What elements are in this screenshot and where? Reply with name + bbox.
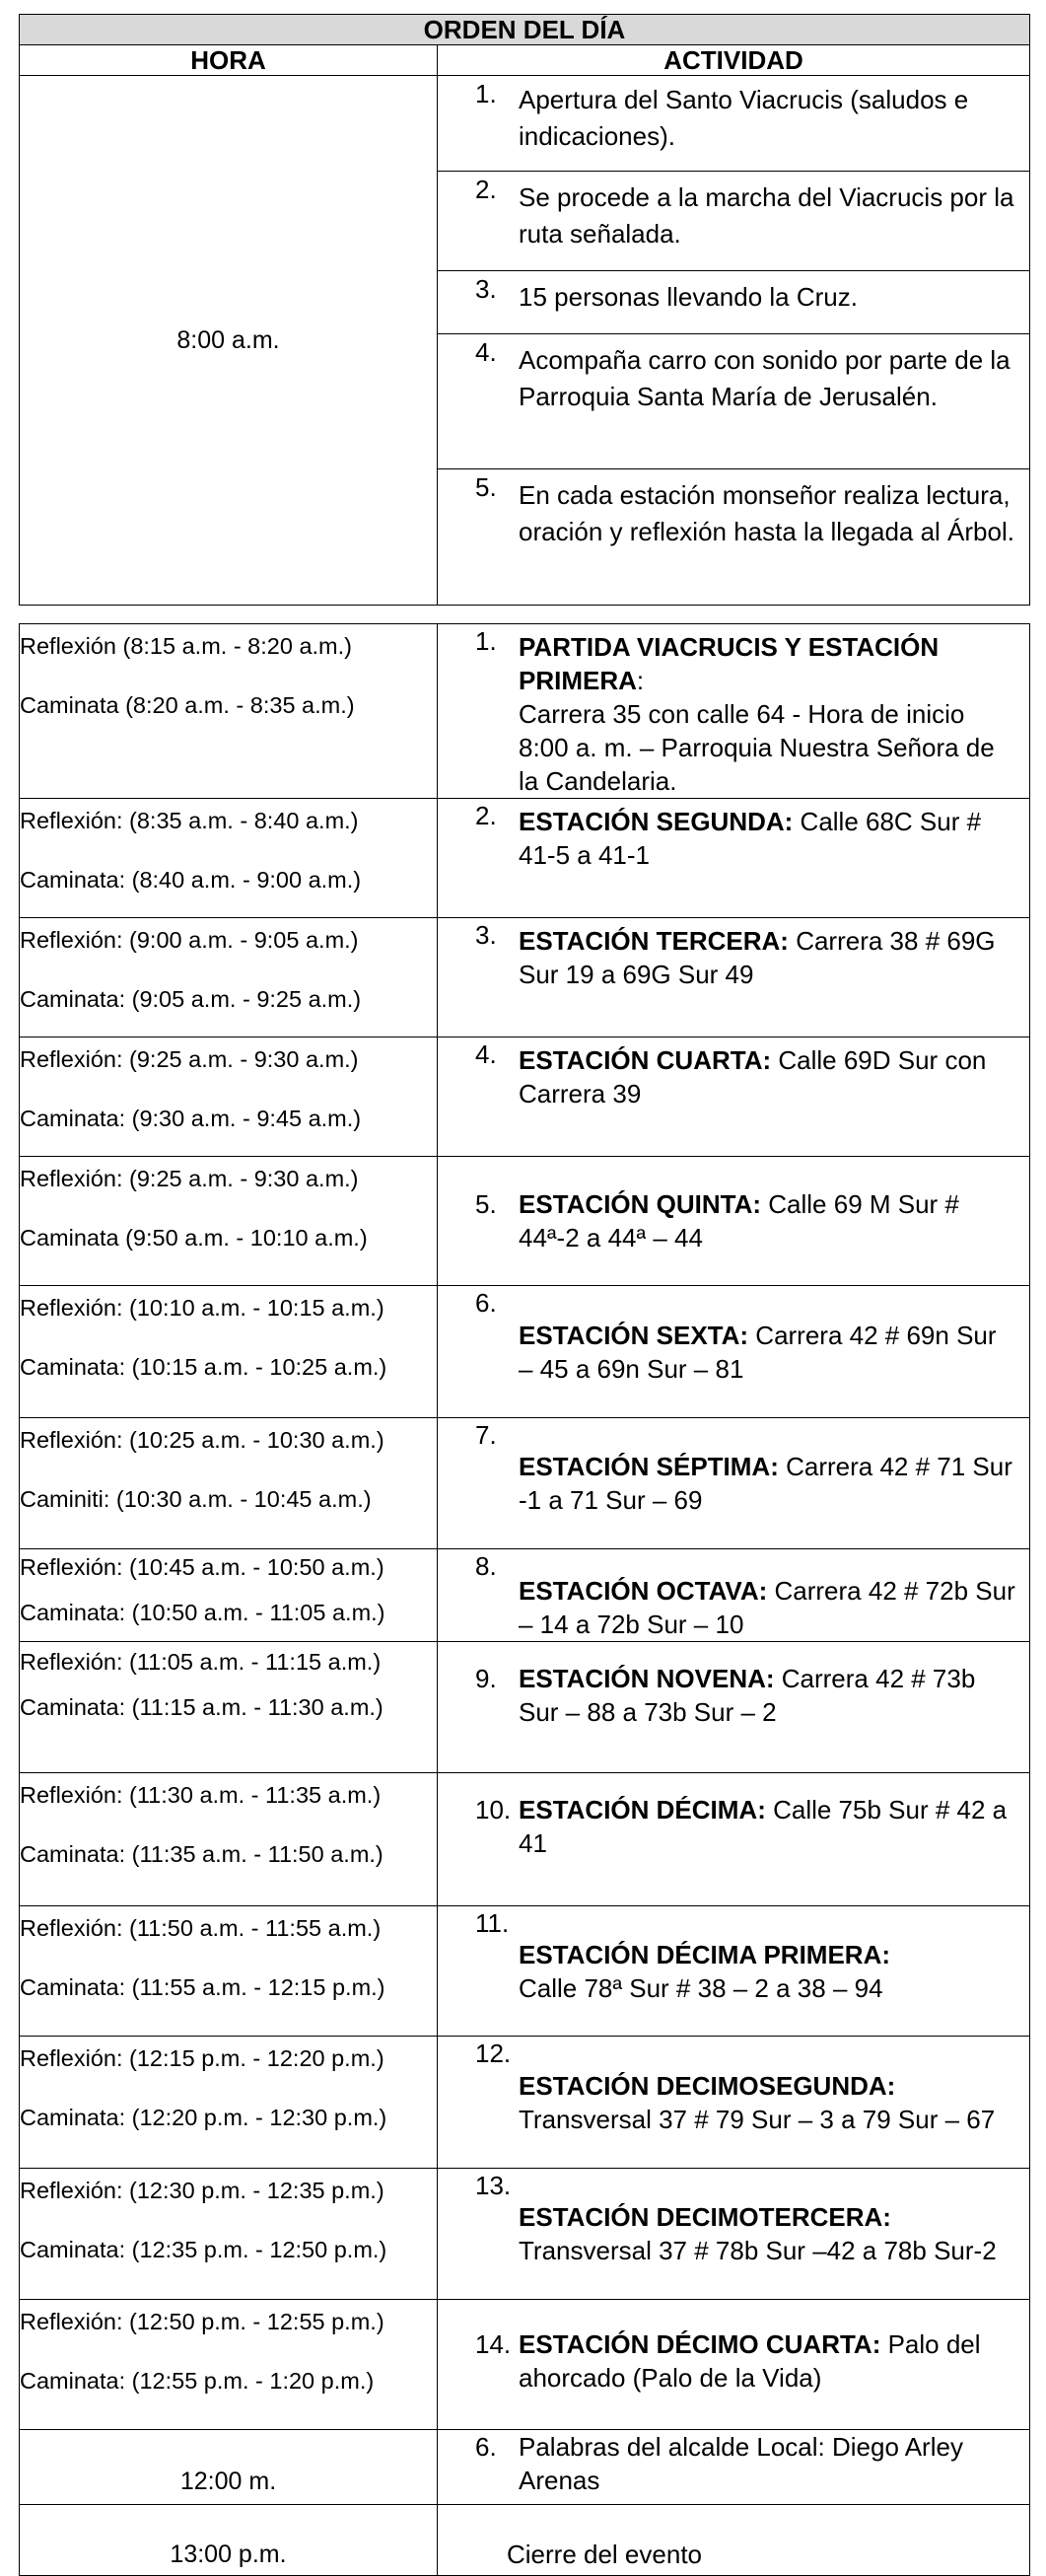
- station-activity: 7. ESTACIÓN SÉPTIMA: Carrera 42 # 71 Sur -1 a 71 Sur – 69: [438, 1418, 1030, 1549]
- station-activity: 12. ESTACIÓN DECIMOSEGUNDA: Transversal 37 # 79 Sur – 3 a 79 Sur – 67: [438, 2037, 1030, 2169]
- stations-table: [19, 623, 1030, 2576]
- station-activity: 6. ESTACIÓN SEXTA: Carrera 42 # 69n Sur – 45 a 69n Sur – 81: [438, 1286, 1030, 1418]
- station-times: Reflexión: (8:35 a.m. - 8:40 a.m.) Caminata: (8:40 a.m. - 9:00 a.m.): [20, 799, 438, 918]
- station-activity: 5. ESTACIÓN QUINTA: Calle 69 M Sur # 44ª-2 a 44ª – 44: [438, 1157, 1030, 1286]
- station-activity: 10. ESTACIÓN DÉCIMA: Calle 75b Sur # 42 a 41: [438, 1773, 1030, 1906]
- station-times: Reflexión: (11:50 a.m. - 11:55 a.m.) Caminata: (11:55 a.m. - 12:15 p.m.): [20, 1906, 438, 2037]
- closing-activity: 6. Palabras del alcalde Local: Diego Arley Arenas: [438, 2430, 1030, 2505]
- closing-hora: 12:00 m.: [20, 2430, 438, 2505]
- table-row: [20, 1906, 1030, 2037]
- station-times: Reflexión: (9:00 a.m. - 9:05 a.m.) Caminata: (9:05 a.m. - 9:25 a.m.): [20, 918, 438, 1038]
- table-row: [20, 918, 1030, 1038]
- intro-item: 1. Apertura del Santo Viacrucis (saludos e indicaciones).: [438, 76, 1030, 172]
- table-row: [20, 1286, 1030, 1418]
- table-row: [20, 1642, 1030, 1773]
- intro-hora: 8:00 a.m.: [20, 76, 438, 606]
- column-header-hora: HORA: [20, 45, 438, 76]
- intro-item: 4. Acompaña carro con sonido por parte de la Parroquia Santa María de Jerusalén.: [438, 334, 1030, 469]
- intro-item: 3. 15 personas llevando la Cruz.: [438, 271, 1030, 334]
- table-row: [20, 624, 1030, 799]
- orden-del-dia-table: [19, 14, 1030, 606]
- table-row: [20, 1773, 1030, 1906]
- table-row: [20, 2037, 1030, 2169]
- station-activity: 8. ESTACIÓN OCTAVA: Carrera 42 # 72b Sur – 14 a 72b Sur – 10: [438, 1549, 1030, 1642]
- table-row: [20, 2169, 1030, 2300]
- table-row: [20, 1038, 1030, 1157]
- station-times: Reflexión: (10:45 a.m. - 10:50 a.m.) Caminata: (10:50 a.m. - 11:05 a.m.): [20, 1549, 438, 1642]
- table-row: [20, 2430, 1030, 2505]
- station-activity: 1. PARTIDA VIACRUCIS Y ESTACIÓN PRIMERA: Carrera 35 con calle 64 - Hora de inicio 8:00 a. m. – Parroquia Nuestra Señora de la Candelaria.: [438, 624, 1030, 799]
- table-row: [20, 1549, 1030, 1642]
- table-row: [20, 2505, 1030, 2576]
- closing-activity: Cierre del evento: [438, 2505, 1030, 2576]
- station-activity: 4. ESTACIÓN CUARTA: Calle 69D Sur con Carrera 39: [438, 1038, 1030, 1157]
- intro-item: 2. Se procede a la marcha del Viacrucis por la ruta señalada.: [438, 172, 1030, 271]
- station-times: Reflexión: (12:50 p.m. - 12:55 p.m.) Caminata: (12:55 p.m. - 1:20 p.m.): [20, 2300, 438, 2430]
- station-times: Reflexión: (11:30 a.m. - 11:35 a.m.) Caminata: (11:35 a.m. - 11:50 a.m.): [20, 1773, 438, 1906]
- station-activity: 9. ESTACIÓN NOVENA: Carrera 42 # 73b Sur – 88 a 73b Sur – 2: [438, 1642, 1030, 1773]
- column-header-actividad: ACTIVIDAD: [438, 45, 1030, 76]
- table-row: [20, 1157, 1030, 1286]
- station-times: Reflexión: (10:10 a.m. - 10:15 a.m.) Caminata: (10:15 a.m. - 10:25 a.m.): [20, 1286, 438, 1418]
- station-activity: 2. ESTACIÓN SEGUNDA: Calle 68C Sur # 41-5 a 41-1: [438, 799, 1030, 918]
- intro-item: 5. En cada estación monseñor realiza lectura, oración y reflexión hasta la llegada al Árbol.: [438, 469, 1030, 606]
- station-activity: 14. ESTACIÓN DÉCIMO CUARTA: Palo del ahorcado (Palo de la Vida): [438, 2300, 1030, 2430]
- table-row: [20, 799, 1030, 918]
- table-row: [20, 2300, 1030, 2430]
- station-times: Reflexión (8:15 a.m. - 8:20 a.m.) Caminata (8:20 a.m. - 8:35 a.m.): [20, 624, 438, 799]
- station-activity: 3. ESTACIÓN TERCERA: Carrera 38 # 69G Sur 19 a 69G Sur 49: [438, 918, 1030, 1038]
- table-row: [20, 1418, 1030, 1549]
- station-activity: 13. ESTACIÓN DECIMOTERCERA: Transversal 37 # 78b Sur –42 a 78b Sur-2: [438, 2169, 1030, 2300]
- station-times: Reflexión: (10:25 a.m. - 10:30 a.m.) Caminiti: (10:30 a.m. - 10:45 a.m.): [20, 1418, 438, 1549]
- station-activity: 11. ESTACIÓN DÉCIMA PRIMERA: Calle 78ª Sur # 38 – 2 a 38 – 94: [438, 1906, 1030, 2037]
- station-times: Reflexión: (12:15 p.m. - 12:20 p.m.) Caminata: (12:20 p.m. - 12:30 p.m.): [20, 2037, 438, 2169]
- station-times: Reflexión: (9:25 a.m. - 9:30 a.m.) Caminata (9:50 a.m. - 10:10 a.m.): [20, 1157, 438, 1286]
- station-times: Reflexión: (11:05 a.m. - 11:15 a.m.) Caminata: (11:15 a.m. - 11:30 a.m.): [20, 1642, 438, 1773]
- station-times: Reflexión: (12:30 p.m. - 12:35 p.m.) Caminata: (12:35 p.m. - 12:50 p.m.): [20, 2169, 438, 2300]
- station-times: Reflexión: (9:25 a.m. - 9:30 a.m.) Caminata: (9:30 a.m. - 9:45 a.m.): [20, 1038, 438, 1157]
- table-title: ORDEN DEL DÍA: [20, 15, 1030, 45]
- closing-hora: 13:00 p.m.: [20, 2505, 438, 2576]
